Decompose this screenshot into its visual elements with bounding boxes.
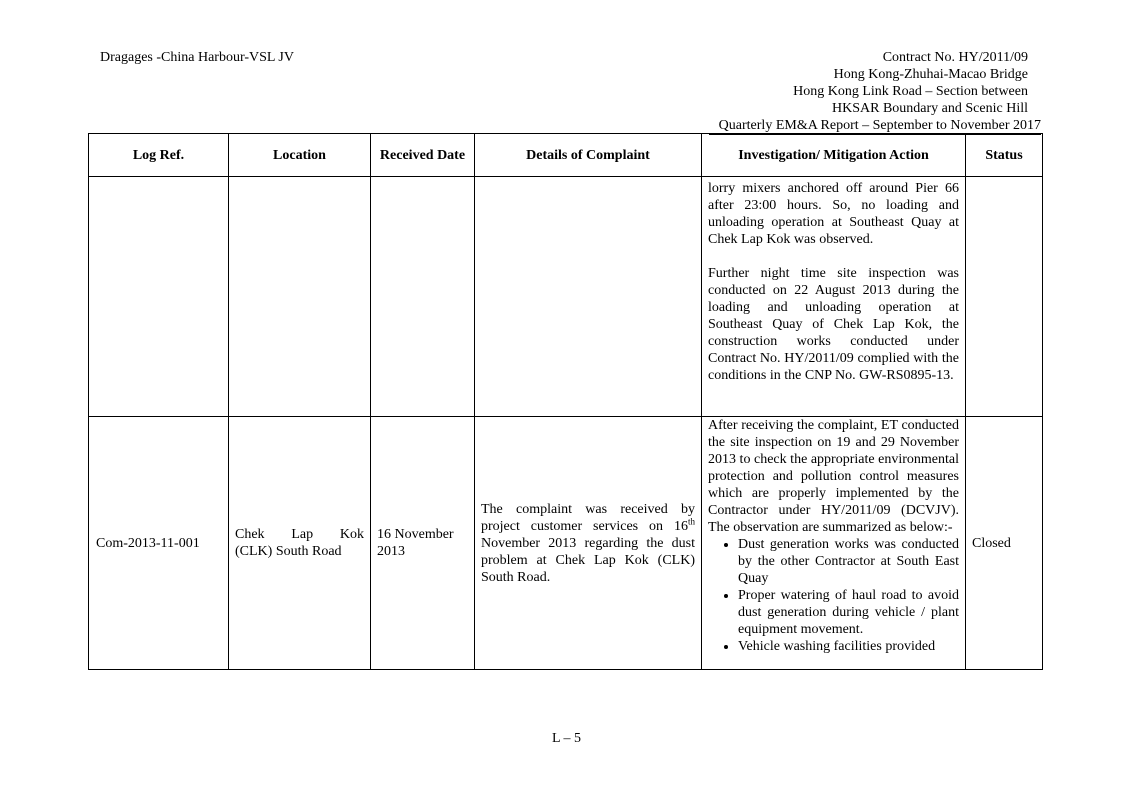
contract-line-4: HKSAR Boundary and Scenic Hill bbox=[832, 101, 1028, 116]
report-title: Quarterly EM&A Report – September to November 2017 bbox=[709, 118, 1041, 135]
observation-list bbox=[708, 536, 959, 655]
contract-line-2: Hong Kong-Zhuhai-Macao Bridge bbox=[833, 67, 1028, 82]
cell-received-date bbox=[371, 177, 475, 417]
ordinal-suffix: th bbox=[687, 515, 695, 526]
cell-location bbox=[229, 177, 371, 417]
table-row bbox=[89, 417, 1043, 670]
col-header-received-date: Received Date bbox=[371, 134, 475, 177]
investigation-paragraph: Further night time site inspection was conducted on 22 August 2013 during the loading and unloading operation at Southeast Quay of Chek Lap Kok, the construction works conducted under Contract No. HY/2011/09 complied with the conditions in the CNP No. GW-RS0895-13. bbox=[708, 266, 959, 383]
investigation-intro: After receiving the complaint, ET conducted the site inspection on 19 and 29 November 2013 to check the appropriate environmental protection and pollution control measures which are properly implemented by the Contractor under HY/2011/09 (DCVJV). The observation are summarized as below:- bbox=[708, 418, 959, 535]
list-item: • Proper watering of haul road to avoid dust generation during vehicle / plant equipment movement. bbox=[738, 587, 959, 638]
table-row bbox=[89, 177, 1043, 417]
col-header-log-ref: Log Ref. bbox=[89, 134, 229, 177]
col-header-location: Location bbox=[229, 134, 371, 177]
cell-details bbox=[475, 417, 702, 670]
cell-location bbox=[229, 417, 371, 670]
investigation-paragraph: lorry mixers anchored off around Pier 66 after 23:00 hours. So, no loading and unloading operation at Southeast Quay at Chek Lap Kok was observed. bbox=[708, 181, 959, 247]
cell-received-date: 16 November 2013 bbox=[371, 417, 475, 670]
col-header-investigation: Investigation/ Mitigation Action bbox=[702, 134, 966, 177]
cell-details bbox=[475, 177, 702, 417]
cell-status: Closed bbox=[966, 417, 1043, 670]
details-text: The complaint was received by project customer services on 16 bbox=[481, 501, 695, 534]
cell-status bbox=[966, 177, 1043, 417]
col-header-details: Details of Complaint bbox=[475, 134, 702, 177]
contract-line-1: Contract No. HY/2011/09 bbox=[882, 50, 1028, 65]
table-header-row bbox=[89, 134, 1043, 177]
contract-line-3: Hong Kong Link Road – Section between bbox=[793, 84, 1028, 99]
page-number: L – 5 bbox=[551, 731, 582, 746]
cell-investigation bbox=[702, 417, 966, 670]
col-header-status: Status bbox=[966, 134, 1043, 177]
complaint-log-table bbox=[88, 133, 1043, 670]
cell-log-ref: Com-2013-11-001 bbox=[89, 417, 229, 670]
location-word: Chek bbox=[235, 527, 265, 542]
location-word: Kok bbox=[339, 527, 364, 542]
location-line-2: (CLK) South Road bbox=[235, 544, 342, 559]
list-item: • Vehicle washing facilities provided bbox=[738, 638, 959, 655]
contract-header bbox=[709, 49, 1041, 135]
details-text: November 2013 regarding the dust problem at Chek Lap Kok (CLK) South Road. bbox=[481, 535, 695, 585]
location-word: Lap bbox=[291, 527, 314, 542]
list-item: • Dust generation works was conducted by the other Contractor at South East Quay bbox=[738, 536, 959, 587]
contractor-name: Dragages -China Harbour-VSL JV bbox=[100, 50, 294, 65]
cell-log-ref bbox=[89, 177, 229, 417]
cell-investigation bbox=[702, 177, 966, 417]
